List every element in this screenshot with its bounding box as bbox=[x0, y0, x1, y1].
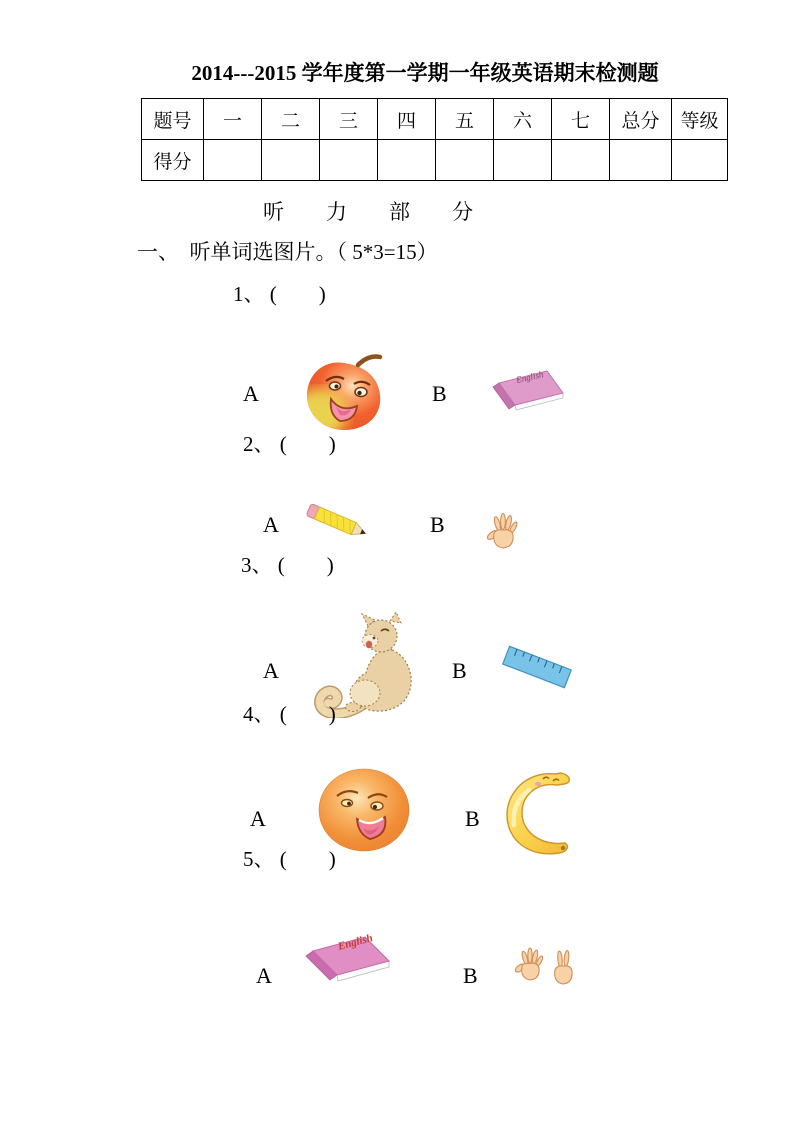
english-book-image-large bbox=[303, 895, 399, 1031]
question-2-option-a-label: A bbox=[263, 512, 279, 537]
header-cell-5: 五 bbox=[436, 99, 494, 140]
score-table bbox=[141, 98, 728, 181]
header-cell-1: 一 bbox=[204, 99, 262, 140]
header-cell-grade: 等级 bbox=[672, 99, 728, 140]
question-4-option-b-label: B bbox=[465, 806, 480, 831]
book-cover-text: English bbox=[515, 369, 545, 385]
header-cell-4: 四 bbox=[378, 99, 436, 140]
header-cell-total: 总分 bbox=[610, 99, 672, 140]
ruler-image bbox=[499, 604, 575, 730]
question-3-number: 3、 ( ) bbox=[241, 553, 334, 577]
question-2-option-b-label: B bbox=[430, 512, 445, 537]
score-row-label: 得分 bbox=[142, 140, 204, 181]
score-cell bbox=[262, 140, 320, 181]
question-5-option-a-label: A bbox=[256, 963, 272, 988]
question-4-option-a-label: A bbox=[250, 806, 266, 831]
question-3-option-b-label: B bbox=[452, 658, 467, 683]
listening-section-heading: 听 力 部 分 bbox=[263, 200, 473, 224]
score-cell bbox=[436, 140, 494, 181]
header-cell-6: 六 bbox=[494, 99, 552, 140]
score-cell bbox=[672, 140, 728, 181]
header-cell-tihao: 题号 bbox=[142, 99, 204, 140]
book-cover-text: English bbox=[336, 932, 375, 953]
score-table-header-row bbox=[142, 99, 728, 140]
question-1-option-b-label: B bbox=[432, 381, 447, 406]
score-cell bbox=[320, 140, 378, 181]
english-book-image bbox=[487, 331, 569, 457]
question-3-option-a-label: A bbox=[263, 658, 279, 683]
exam-title: 2014---2015 学年度第一学期一年级英语期末检测题 bbox=[191, 61, 659, 85]
score-cell bbox=[552, 140, 610, 181]
score-cell bbox=[610, 140, 672, 181]
question-2-number: 2、 ( ) bbox=[243, 432, 336, 456]
score-cell bbox=[378, 140, 436, 181]
question-5-number: 5、 ( ) bbox=[243, 847, 336, 871]
hand-image bbox=[486, 476, 520, 588]
header-cell-7: 七 bbox=[552, 99, 610, 140]
score-table-score-row bbox=[142, 140, 728, 181]
banana-image bbox=[501, 732, 579, 892]
hands-seven-image bbox=[513, 910, 579, 1024]
header-cell-3: 三 bbox=[320, 99, 378, 140]
score-cell bbox=[204, 140, 262, 181]
question-1-number: 1、 ( ) bbox=[233, 282, 326, 306]
question-5-option-b-label: B bbox=[463, 963, 478, 988]
question-1-option-a-label: A bbox=[243, 381, 259, 406]
question-4-number: 4、 ( ) bbox=[243, 702, 336, 726]
header-cell-2: 二 bbox=[262, 99, 320, 140]
score-cell bbox=[494, 140, 552, 181]
part-1-heading: 一、 听单词选图片。（ 5*3=15） bbox=[137, 240, 438, 264]
